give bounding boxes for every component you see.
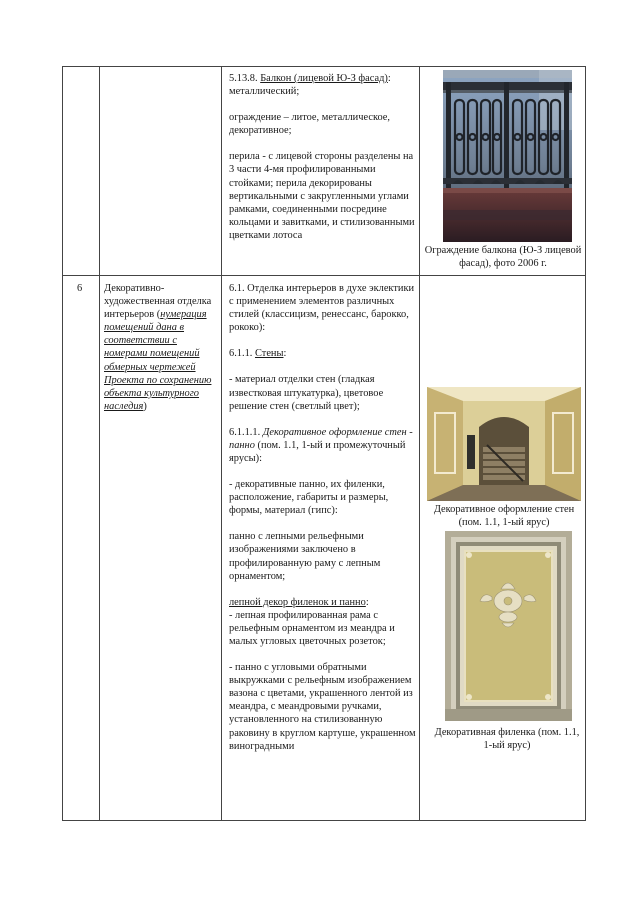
balcony-heading-number: 5.13.8. <box>229 73 258 84</box>
column-border-5 <box>585 66 586 821</box>
section-6-1-1-colon: : <box>283 348 287 360</box>
interior-description <box>229 282 417 753</box>
interior-title-close: ) <box>143 400 147 412</box>
section-6-1-text: 6.1. Отделка интерьеров в духе эклектики с применением элементов различных стилей (классицизм, ренессанс, барокко, рококо): <box>229 283 415 334</box>
decorative-panel-photo <box>445 531 572 721</box>
balcony-rails-text: перила - с лицевой стороны разделены на 3 части 4-мя профилированными стойками; перила декорированы вертикальными с закругленными углами рамками, соединенными посредине кольцами и завитками, и стилизованными цветками лотоса <box>229 151 415 241</box>
decor-subheading-colon: : <box>365 596 369 608</box>
table-bottom-border <box>62 820 585 821</box>
row-divider <box>62 275 585 276</box>
balcony-heading-rest: : металлический; <box>229 73 391 98</box>
walls-material-text: - материал отделки стен (гладкая известковая штукатурка), цветовое решение стен (светлый цвет); <box>229 374 384 412</box>
balcony-heading-link: Балкон (лицевой Ю-З фасад) <box>260 73 388 84</box>
section-6-1-1-1-rest: (пом. 1.1, 1-ый и промежуточный ярусы): <box>229 439 406 464</box>
staircase-hall-illustration <box>427 387 581 501</box>
panel-photo-caption: Декоративная филенка (пом. 1.1, 1-ый ярус) <box>434 727 580 751</box>
interior-numbering-note: нумерация помещений дана в соответствии с номерами помещений обмерных чертежей Проекта по сохранению объекта культурного наследия <box>104 309 212 412</box>
balcony-photo-caption: Ограждение балкона (Ю-З лицевой фасад), фото 2006 г. <box>424 245 582 269</box>
staircase-photo-caption: Декоративное оформление стен (пом. 1.1, 1-ый ярус) <box>433 504 575 528</box>
section-6-1-1-1-title: Декоративное оформление стен - панно <box>229 426 413 451</box>
balcony-railing-photo <box>443 70 572 242</box>
decor-subheading: лепной декор филенок и панно <box>229 596 366 608</box>
corner-panels-text: - панно с угловыми обратными выкружками с рельефным изображением вазона с цветами, украшенного лентой из меандра, с меандровыми ручками, установленного на стилизованную раковину в круглом картуше, украшенном виноградными <box>229 662 416 752</box>
column-border-3 <box>221 66 222 821</box>
interior-title: Декоративно-художественная отделка интерьеров ( <box>104 283 212 321</box>
row-number: 6 <box>77 283 83 294</box>
section-6-1-1-number: 6.1.1. <box>229 348 255 360</box>
balcony-fence-text: ограждение – литое, металлическое, декоративное; <box>229 112 390 137</box>
column-border-1 <box>62 66 63 821</box>
decorative-panel-illustration <box>445 531 572 721</box>
balcony-description <box>229 72 417 242</box>
relief-text: панно с лепными рельефными изображениями заключено в профилированную раму с лепным орнаментом; <box>229 531 381 582</box>
section-6-1-1-walls-link: Стены <box>254 348 284 360</box>
panels-text: - декоративные панно, их филенки, расположение, габариты и размеры, формы, материал (гипс): <box>229 479 389 517</box>
section-6-1-1-1-number: 6.1.1.1. <box>229 426 263 438</box>
column-border-4 <box>419 66 420 821</box>
balcony-railing-illustration <box>443 70 572 242</box>
column-border-2 <box>99 66 100 821</box>
decor-body-text: - лепная профилированная рама с рельефным орнаментом из меандра и малых угловых цветочных розеток; <box>229 609 395 647</box>
staircase-hall-photo <box>427 387 581 501</box>
table-top-border <box>62 66 585 67</box>
interior-title-cell <box>104 282 218 413</box>
